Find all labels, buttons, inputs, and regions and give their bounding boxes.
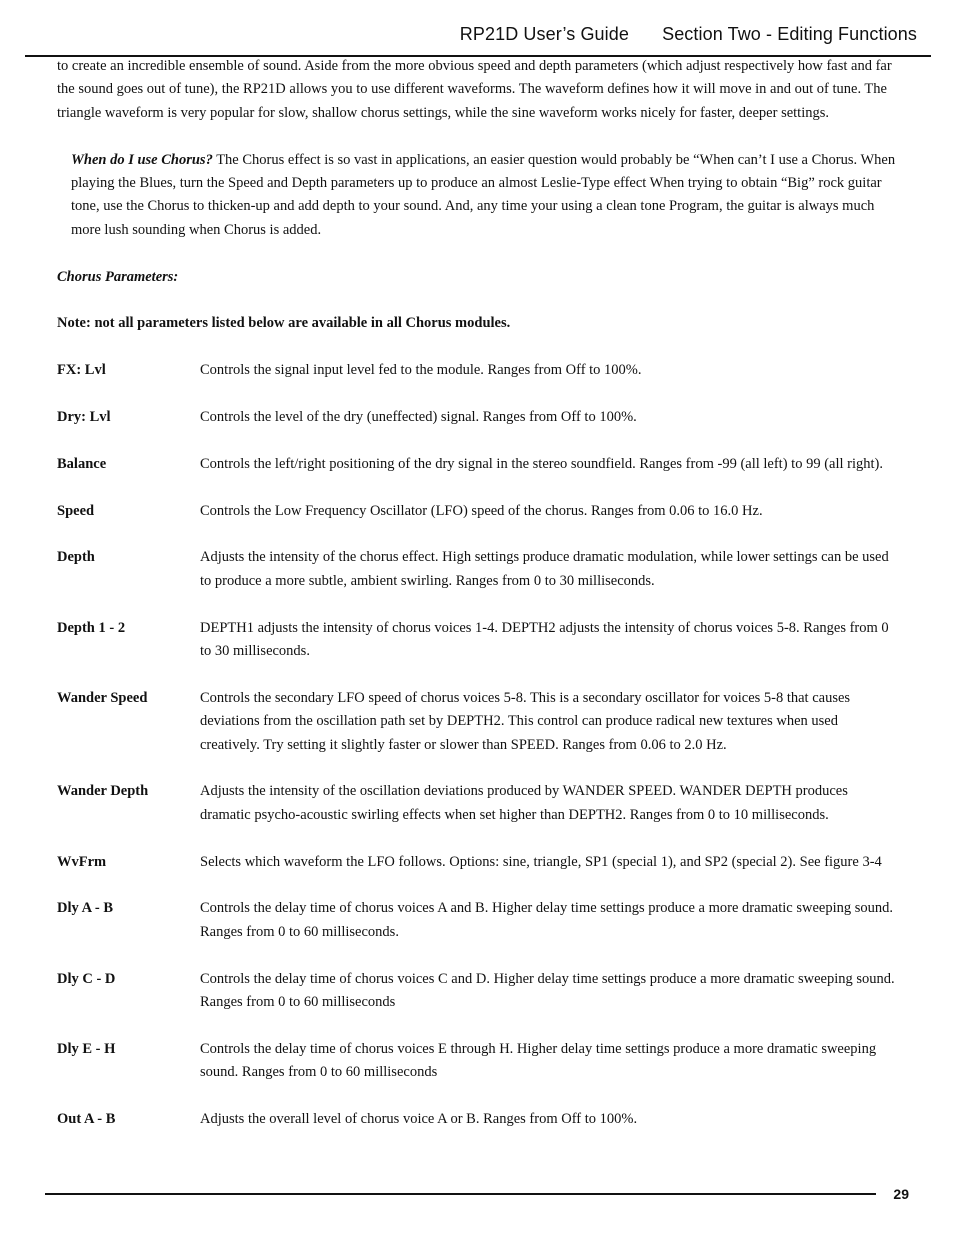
parameter-description: Controls the delay time of chorus voices C and D. Higher delay time settings produce a more dramatic sweeping sound. Ranges from 0 to 60 milliseconds — [200, 970, 895, 1011]
page-number: 29 — [893, 1186, 909, 1202]
parameter-name: Dly A - B — [57, 900, 113, 917]
parameter-row — [57, 546, 897, 593]
parameter-name: Depth 1 - 2 — [57, 619, 126, 636]
parameter-row — [57, 968, 897, 1015]
parameter-description: Adjusts the overall level of chorus voice A or B. Ranges from Off to 100%. — [200, 1111, 638, 1128]
parameter-name: Speed — [57, 502, 95, 519]
parameter-row — [57, 406, 897, 429]
parameter-description: Controls the left/right positioning of the dry signal in the stereo soundfield. Ranges from -99 (all left) to 99 (all right). — [200, 455, 883, 472]
page-content — [57, 55, 897, 1155]
parameter-name: Depth — [57, 549, 95, 566]
parameter-name: Wander Depth — [57, 783, 149, 800]
when-to-use-paragraph — [71, 149, 897, 243]
parameter-description: Adjusts the intensity of the oscillation deviations produced by WANDER SPEED. WANDER DEPTH produces dramatic psycho-acoustic swirling effects when set higher than DEPTH2. Ranges from 0 to 10 milliseconds. — [200, 783, 848, 823]
parameter-row — [57, 851, 897, 874]
parameter-name: Dly E - H — [57, 1040, 116, 1057]
parameter-description: Controls the delay time of chorus voices A and B. Higher delay time settings produce a more dramatic sweeping sound. Ranges from 0 to 60 milliseconds. — [200, 900, 894, 940]
page-header — [460, 24, 917, 45]
parameter-list — [57, 359, 897, 1131]
parameter-row — [57, 359, 897, 382]
parameter-name: Out A - B — [57, 1111, 116, 1128]
parameter-name: WvFrm — [57, 853, 107, 870]
chorus-parameters-heading: Chorus Parameters: — [57, 268, 179, 285]
parameter-description: Controls the signal input level fed to the module. Ranges from Off to 100%. — [200, 362, 642, 379]
parameter-row — [57, 453, 897, 476]
parameter-row — [57, 1108, 897, 1131]
parameter-description: Selects which waveform the LFO follows. Options: sine, triangle, SP1 (special 1), and SP2 (special 2). See figure 3-4 — [200, 853, 882, 870]
guide-title: RP21D User’s Guide — [459, 24, 629, 44]
when-to-use-answer: The Chorus effect is so vast in applications, an easier question would probably be “When can’t I use a Chorus. When playing the Blues, turn the Speed and Depth parameters up to produce an almost Leslie-Type effect When trying to obtain “Big” rock guitar tone, use the Chorus to thicken-up and add depth to your sound. And, any time your using a clean tone Program, the guitar is always much more lush sounding when Chorus is added. — [71, 151, 896, 238]
parameter-name: Balance — [57, 455, 107, 472]
parameter-description: Adjusts the intensity of the chorus effect. High settings produce dramatic modulation, while lower settings can be used to produce a more subtle, ambient swirling. Ranges from 0 to 30 milliseconds. — [200, 549, 889, 589]
when-to-use-question: When do I use Chorus? — [71, 151, 213, 168]
parameter-row — [57, 687, 897, 757]
parameter-description: Controls the delay time of chorus voices E through H. Higher delay time settings produce a more dramatic sweeping sound. Ranges from 0 to 60 milliseconds — [200, 1040, 877, 1081]
parameter-description: Controls the Low Frequency Oscillator (LFO) speed of the chorus. Ranges from 0.06 to 16.0 Hz. — [200, 502, 763, 519]
parameter-name: Dly C - D — [57, 970, 116, 987]
parameter-row — [57, 780, 897, 827]
parameters-note: Note: not all parameters listed below are available in all Chorus modules. — [57, 315, 511, 332]
parameter-description: DEPTH1 adjusts the intensity of chorus voices 1-4. DEPTH2 adjusts the intensity of chorus voices 5-8. Ranges from 0 to 30 milliseconds. — [200, 619, 889, 660]
parameter-name: Dry: Lvl — [57, 409, 111, 426]
parameter-row — [57, 1038, 897, 1085]
parameter-description: Controls the secondary LFO speed of chorus voices 5-8. This is a secondary oscillator for voices 5-8 that causes deviations from the oscillation path set by DEPTH2. This control can produce radical new textures when used creatively. Try setting it slightly faster or slower than SPEED. Ranges from 0.06 to 2.0 Hz. — [200, 689, 851, 753]
intro-paragraph: to create an incredible ensemble of sound. Aside from the more obvious speed and depth parameters (which adjust respectively how fast and far the sound goes out of tune), the RP21D allows you to use different waveforms. The waveform defines how it will move in and out of tune. The triangle waveform is very popular for slow, shallow chorus settings, while the sine waveform works nicely for faster, deeper settings. — [57, 58, 892, 121]
parameter-row — [57, 897, 897, 944]
parameter-description: Controls the level of the dry (uneffected) signal. Ranges from Off to 100%. — [200, 409, 637, 426]
footer-rule — [45, 1193, 876, 1195]
parameter-row — [57, 500, 897, 523]
parameter-name: Wander Speed — [57, 689, 148, 706]
parameter-row — [57, 617, 897, 664]
parameter-name: FX: Lvl — [57, 362, 106, 379]
section-title-header: Section Two - Editing Functions — [662, 24, 917, 44]
